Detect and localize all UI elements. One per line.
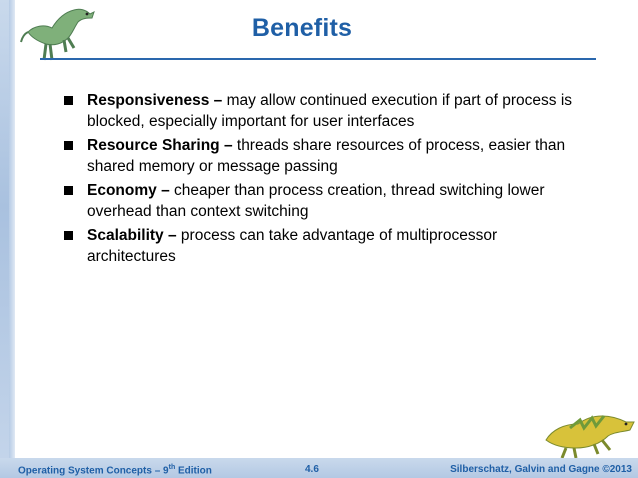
bullet-text: cheaper than process creation, thread switching lower overhead than context switching — [87, 182, 545, 220]
bullet-text: may allow continued execution if part of process is blocked, especially important for user interfaces — [87, 92, 573, 130]
footer-page-number: 4.6 — [305, 464, 319, 475]
footer-book-title — [18, 464, 212, 476]
bullet-list — [62, 90, 582, 270]
bullet-text: process can take advantage of multiprocessor architectures — [87, 227, 498, 265]
slide-title: Benefits — [251, 14, 353, 42]
dinosaur-icon — [540, 400, 636, 458]
footer-book-suffix: Edition — [175, 465, 212, 477]
bullet-item — [62, 135, 582, 177]
square-bullet-icon — [64, 231, 73, 240]
square-bullet-icon — [64, 186, 73, 195]
footer-authors: Silberschatz, Galvin and Gagne ©2013 — [450, 464, 632, 475]
bullet-text: threads share resources of process, easier than shared memory or message passing — [87, 137, 566, 175]
title-rule — [40, 58, 596, 60]
bullet-term: Responsiveness – — [87, 92, 223, 109]
bullet-item — [62, 180, 582, 222]
square-bullet-icon — [64, 141, 73, 150]
bullet-item — [62, 90, 582, 132]
sidebar-stripe — [9, 0, 15, 458]
bullet-term: Resource Sharing – — [87, 137, 233, 154]
bullet-term: Scalability – — [87, 227, 177, 244]
left-sidebar-band — [0, 0, 15, 458]
bullet-term: Economy – — [87, 182, 170, 199]
footer-edition-sup: th — [168, 464, 176, 471]
footer-book-prefix: Operating System Concepts – 9 — [18, 465, 169, 477]
bullet-item — [62, 225, 582, 267]
square-bullet-icon — [64, 96, 73, 105]
